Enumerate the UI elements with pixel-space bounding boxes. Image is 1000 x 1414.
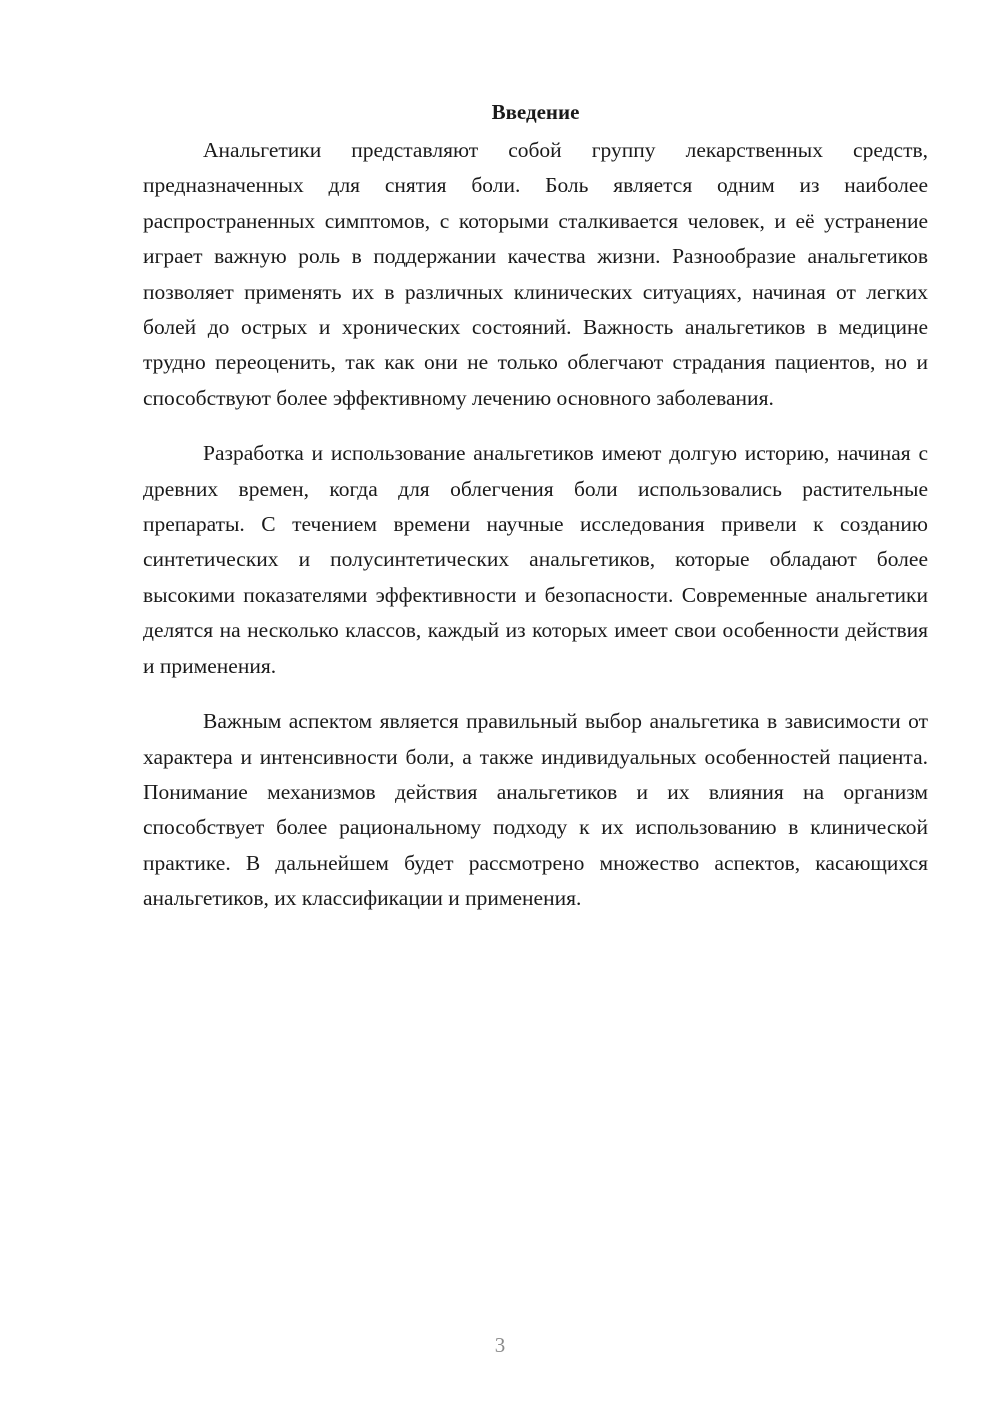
page-number: 3 [494,1333,506,1357]
page-content [143,97,928,937]
paragraph-3: Важным аспектом является правильный выбор анальгетика в зависимости от характера и интенсивности боли, а также индивидуальных особенностей пациента. Понимание механизмов действия анальгетиков и их влияния на организм способствует более рациональному подходу к их использованию в клинической практике. В дальнейшем будет рассмотрено множество аспектов, касающихся анальгетиков, их классификации и применения. [143,709,928,911]
section-title: Введение [491,100,580,124]
paragraph-1: Анальгетики представляют собой группу лекарственных средств, предназначенных для снятия боли. Боль является одним из наиболее распространенных симптомов, с которыми сталкивается человек, и её устранение играет важную роль в поддержании качества жизни. Разнообразие анальгетиков позволяет применять их в различных клинических ситуациях, начиная от легких болей до острых и хронических состояний. Важность анальгетиков в медицине трудно переоценить, так как они не только облегчают страдания пациентов, но и способствуют более эффективному лечению основного заболевания. [143,138,928,410]
paragraph-2: Разработка и использование анальгетиков имеют долгую историю, начиная с древних времен, когда для облегчения боли использовались растительные препараты. С течением времени научные исследования привели к созданию синтетических и полусинтетических анальгетиков, которые обладают более высокими показателями эффективности и безопасности. Современные анальгетики делятся на несколько классов, каждый из которых имеет свои особенности действия и применения. [143,441,928,678]
